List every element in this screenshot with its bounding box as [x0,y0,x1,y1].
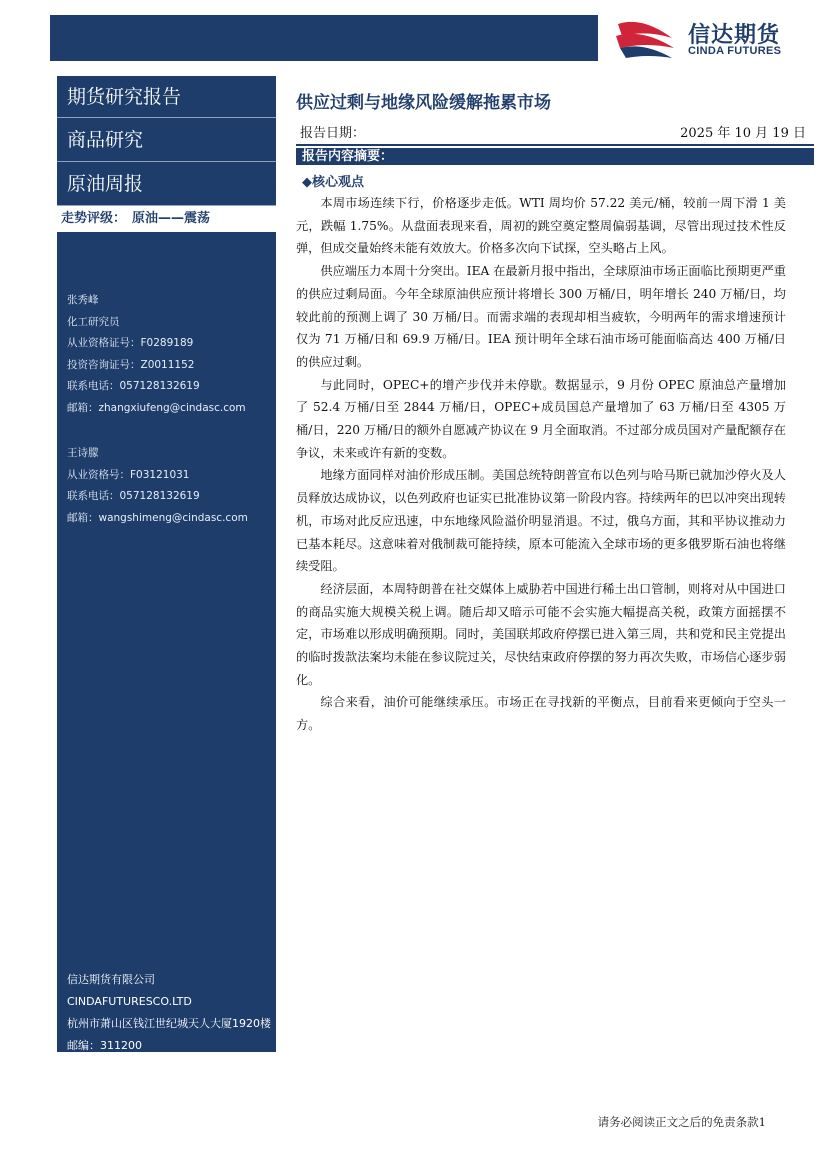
key-point-heading: ◆核心观点 [302,175,364,190]
divider [296,144,814,146]
report-date-label: 报告日期： [300,126,366,141]
report-date-value: 2025 年 10 月 19 日 [680,126,806,141]
company-info [67,969,271,1057]
company-logo [612,14,812,64]
paragraph: 经济层面，本周特朗普在社交媒体上威胁若中国进行稀土出口管制，则将对从中国进口的商品实施大规模关税上调。随后却又暗示可能不会实施大幅提高关税，政策方面摇摆不定，市场难以形成明确预期。同时，美国联邦政府停摆已进入第三周，共和党和民主党提出的临时拨款法案均未能在参议院过关，尽快结束政府停摆的努力再次失败，市场信心逐步弱化。 [296,581,786,687]
paragraph: 综合来看，油价可能继续承压。市场正在寻找新的平衡点，目前看来更倾向于空头一方。 [296,695,786,733]
paragraph: 地缘方面同样对油价形成压制。美国总统特朗普宣布以色列与哈马斯已就加沙停火及人员释放达成协议，以色列政府也证实已批准协议第一阶段内容。持续两年的巴以冲突出现转机，市场对此反应迅速，中东地缘风险溢价明显消退。不过，俄乌方面，其和平协议推动力已基本耗尽。这意味着对俄制裁可能持续，原本可能流入全球市场的更多俄罗斯石油也将继续受阻。 [296,468,786,574]
company-address: 杭州市萧山区钱江世纪城天人大厦1920楼 [67,1017,271,1030]
sidebar-heading-report-type: 期货研究报告 [57,76,276,118]
analyst-name: 王诗朦 [67,447,99,459]
paragraph: 本周市场连续下行，价格逐步走低。WTI 周均价 57.22 美元/桶，较前一周下滑 1 美元，跌幅 1.75%。从盘面表现来看，周初的跳空奠定整周偏弱基调，尽管出现过技术性反弹，但成交量始终未能有效放大。价格多次向下试探，空头略占上风。 [296,196,786,256]
analyst-title: 化工研究员 [67,315,120,328]
analyst-consult-license: 投资咨询证号：Z0011152 [67,358,195,371]
cinda-logo-icon [612,16,678,60]
analyst-email[interactable]: 邮箱：zhangxiufeng@cindasc.com [67,401,246,414]
logo-chinese-name: 信达期货 [688,23,781,48]
trend-rating [57,206,276,232]
trend-rating-value: 原油——震荡 [132,211,211,226]
company-name: 信达期货有限公司 [67,973,155,986]
sidebar-heading-category: 商品研究 [57,118,276,162]
logo-english-name: CINDA FUTURES [688,45,782,57]
report-body [296,192,786,737]
analyst-1 [67,290,246,419]
sidebar [57,76,276,1052]
analyst-license: 从业资格号：F03121031 [67,468,190,481]
sidebar-heading-product: 原油周报 [57,162,276,206]
disclaimer-note: 请务必阅读正文之后的免责条款1 [597,1115,766,1129]
analyst-2 [67,443,248,529]
paragraph: 供应端压力本周十分突出。IEA 在最新月报中指出，全球原油市场正面临比预期更严重的供应过剩局面。今年全球原油供应预计将增长 300 万桶/日，明年增长 240 万桶/日，均较此前的预测上调了 30 万桶/日。而需求端的表现却相当疲软，今明两年的需求增速预计仅为 71 万桶/日和 69.9 万桶/日。IEA 预计明年全球石油市场可能面临高达 400 万桶/日的供应过剩。 [296,264,786,369]
report-date-row [300,122,812,141]
analyst-email[interactable]: 邮箱：wangshimeng@cindasc.com [67,511,248,524]
trend-rating-label: 走势评级： [61,211,127,226]
analyst-license: 从业资格证号：F0289189 [67,337,194,349]
report-title: 供应过剩与地缘风险缓解拖累市场 [296,93,551,113]
analyst-phone: 联系电话：057128132619 [67,490,200,502]
company-site: CINDAFUTURESCO.LTD [67,995,192,1008]
summary-header: 报告内容摘要： [296,148,814,165]
paragraph: 与此同时，OPEC+的增产步伐并未停歇。数据显示，9 月份 OPEC 原油总产量增加了 52.4 万桶/日至 2844 万桶/日，OPEC+成员国总产量增加了 63 万桶/日至 4305 万桶/日，220 万桶/日的额外自愿减产协议在 9 月全面取消。不过部分成员国对产量配额存在争议，未来或许有新的变数。 [296,377,786,460]
analyst-name: 张秀峰 [67,294,99,306]
company-postcode: 邮编：311200 [67,1039,142,1052]
analyst-phone: 联系电话：057128132619 [67,380,200,392]
top-banner [50,15,598,61]
